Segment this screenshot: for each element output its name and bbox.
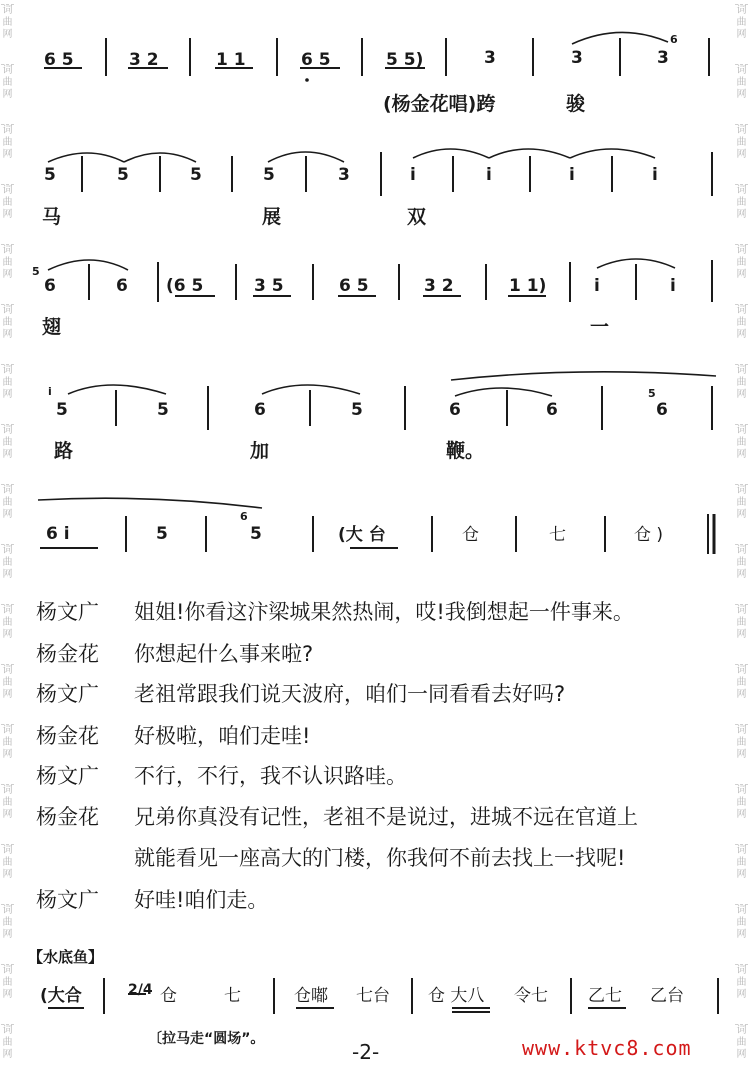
note: 3 xyxy=(338,165,350,185)
watermark-cell: 词 曲 网 xyxy=(2,965,13,1000)
watermark-cell: 词 曲 网 xyxy=(2,185,13,220)
watermark-cell: 词 曲 网 xyxy=(2,1025,13,1060)
dialogue-row xyxy=(36,720,736,752)
note: 3 2 xyxy=(129,50,159,70)
lyric: 一 xyxy=(590,316,610,338)
note: i xyxy=(410,165,416,185)
stage-direction: 〔拉马走“圆场”。 xyxy=(148,1031,265,1047)
watermark-cell: 词 曲 网 xyxy=(2,725,13,760)
note: 6 xyxy=(44,276,56,296)
dialogue-text: 好哇!咱们走。 xyxy=(134,888,269,912)
percussion: 七 xyxy=(549,525,566,545)
note: 6 xyxy=(449,400,461,420)
watermark-cell: 词 曲 网 xyxy=(736,485,747,520)
note: i xyxy=(670,276,676,296)
dialogue-row xyxy=(36,596,736,628)
dialogue-row xyxy=(36,884,736,916)
note: 6 xyxy=(116,276,128,296)
dialogue-text: 不行，不行，我不认识路哇。 xyxy=(134,764,407,788)
percussion: 乙七 xyxy=(588,986,622,1006)
lyric: 翅 xyxy=(42,316,62,338)
note: 3 xyxy=(657,48,669,68)
note: i xyxy=(486,165,492,185)
note: i xyxy=(569,165,575,185)
watermark-cell: 词 曲 网 xyxy=(2,125,13,160)
watermark-cell: 词 曲 网 xyxy=(736,605,747,640)
watermark-cell: 词 曲 网 xyxy=(736,125,747,160)
watermark-cell: 词 曲 网 xyxy=(2,785,13,820)
speaker: 杨金花 xyxy=(36,805,99,829)
lyric: 双 xyxy=(407,206,427,228)
note: 6 xyxy=(254,400,266,420)
watermark-cell: 词 曲 网 xyxy=(2,365,13,400)
watermark-cell: 词 曲 网 xyxy=(736,725,747,760)
note: 5 xyxy=(351,400,363,420)
dialogue-row xyxy=(36,801,736,833)
watermark-cell: 词 曲 网 xyxy=(736,365,747,400)
note: 1 1 xyxy=(216,50,246,70)
note: 5 5) xyxy=(386,50,424,70)
watermark-cell: 词 曲 网 xyxy=(2,605,13,640)
note: 1 1) xyxy=(509,276,547,296)
tune-label: 【水底鱼】 xyxy=(28,948,104,966)
lyric: 鞭。 xyxy=(446,440,485,462)
percussion: 仓 xyxy=(462,525,479,545)
lyric: 加 xyxy=(250,440,270,462)
note: 5 xyxy=(190,165,202,185)
note: 6 i xyxy=(46,524,70,544)
speaker: 杨金花 xyxy=(36,642,99,666)
dialogue-text: 姐姐!你看这汴梁城果然热闹，哎!我倒想起一件事来。 xyxy=(134,600,634,624)
note: 5 xyxy=(156,524,168,544)
grace-note: 6 xyxy=(240,510,248,523)
note: 5 xyxy=(250,524,262,544)
percussion: 仓 xyxy=(160,986,177,1006)
watermark-cell: 词 曲 网 xyxy=(736,845,747,880)
watermark-cell: 词 曲 网 xyxy=(2,905,13,940)
watermark-cell: 词 曲 网 xyxy=(736,1025,747,1060)
percussion: 令七 xyxy=(514,986,548,1006)
watermark-cell: 词 曲 网 xyxy=(2,845,13,880)
speaker: 杨文广 xyxy=(36,682,99,706)
watermark-cell: 词 曲 网 xyxy=(736,185,747,220)
lyric: (杨金花唱)跨 xyxy=(383,93,496,115)
watermark-cell: 词 曲 网 xyxy=(2,245,13,280)
note: 6 xyxy=(656,400,668,420)
note: 6 5 xyxy=(339,276,369,296)
grace-note: 5 xyxy=(648,387,656,400)
watermark-cell: 词 曲 网 xyxy=(736,425,747,460)
note: (6 5 xyxy=(166,276,204,296)
watermark-site: www.ktvc8.com xyxy=(522,1036,692,1060)
note: 3 xyxy=(484,48,496,68)
dialogue-continuation: 就能看见一座高大的门楼，你我何不前去找上一找呢! xyxy=(134,846,626,870)
speaker: 杨金花 xyxy=(36,724,99,748)
speaker: 杨文广 xyxy=(36,600,99,624)
watermark-cell: 词 曲 网 xyxy=(2,485,13,520)
percussion: 仓嘟 xyxy=(294,986,328,1006)
dialogue-row xyxy=(36,638,736,670)
dialogue-text: 老祖常跟我们说天波府，咱们一同看看去好吗? xyxy=(134,682,566,706)
note: i xyxy=(594,276,600,296)
lyric: 马 xyxy=(42,206,62,228)
percussion: 仓 ) xyxy=(634,525,664,545)
speaker: 杨文广 xyxy=(36,888,99,912)
percussion: 七 xyxy=(224,986,241,1006)
watermark-cell: 词 曲 网 xyxy=(736,965,747,1000)
percussion: (大 台 xyxy=(338,525,386,545)
dialogue-text: 兄弟你真没有记性，老祖不是说过，进城不远在官道上 xyxy=(134,805,638,829)
watermark-cell: 词 曲 网 xyxy=(2,425,13,460)
grace-note: 5 xyxy=(32,265,40,278)
watermark-cell: 词 曲 网 xyxy=(736,665,747,700)
note: 5 xyxy=(44,165,56,185)
note: 3 xyxy=(571,48,583,68)
percussion: 七台 xyxy=(356,986,390,1006)
time-signature: 2/4 xyxy=(128,982,153,998)
note: 5 xyxy=(117,165,129,185)
watermark-cell: 词 曲 网 xyxy=(736,245,747,280)
note: 3 5 xyxy=(254,276,284,296)
lyric: 路 xyxy=(54,440,74,462)
dialogue-row xyxy=(36,760,736,792)
watermark-cell: 词 曲 网 xyxy=(736,545,747,580)
page-number: -2- xyxy=(352,1040,380,1064)
dialogue-text: 好极啦，咱们走哇! xyxy=(134,724,311,748)
watermark-cell: 词 曲 网 xyxy=(736,905,747,940)
watermark-cell: 词 曲 网 xyxy=(2,65,13,100)
watermark-cell: 词 曲 网 xyxy=(2,545,13,580)
note: 5 xyxy=(157,400,169,420)
watermark-cell: 词 曲 网 xyxy=(2,5,13,40)
watermark-cell: 词 曲 网 xyxy=(2,665,13,700)
watermark-cell: 词 曲 网 xyxy=(736,305,747,340)
watermark-cell: 词 曲 网 xyxy=(736,5,747,40)
watermark-cell: 词 曲 网 xyxy=(736,785,747,820)
speaker: 杨文广 xyxy=(36,764,99,788)
note: i xyxy=(652,165,658,185)
lyric: 骏 xyxy=(566,93,586,115)
percussion: 乙台 xyxy=(650,986,684,1006)
note: 6 xyxy=(546,400,558,420)
final-score-line xyxy=(0,970,750,1030)
note: 6 5 xyxy=(44,50,74,70)
watermark-cell: 词 曲 网 xyxy=(736,65,747,100)
note: 5 xyxy=(263,165,275,185)
grace-note: 6 xyxy=(670,33,678,46)
percussion: (大合 xyxy=(40,986,82,1006)
lyric: 展 xyxy=(262,206,282,228)
note: 3 2 xyxy=(424,276,454,296)
note: 5 xyxy=(56,400,68,420)
note: 6 5 xyxy=(301,50,331,70)
percussion: 仓 大八 xyxy=(428,986,485,1006)
grace-note: i xyxy=(48,385,52,398)
watermark-cell: 词 曲 网 xyxy=(2,305,13,340)
dialogue-row xyxy=(36,678,736,710)
dialogue-text: 你想起什么事来啦? xyxy=(134,642,314,666)
